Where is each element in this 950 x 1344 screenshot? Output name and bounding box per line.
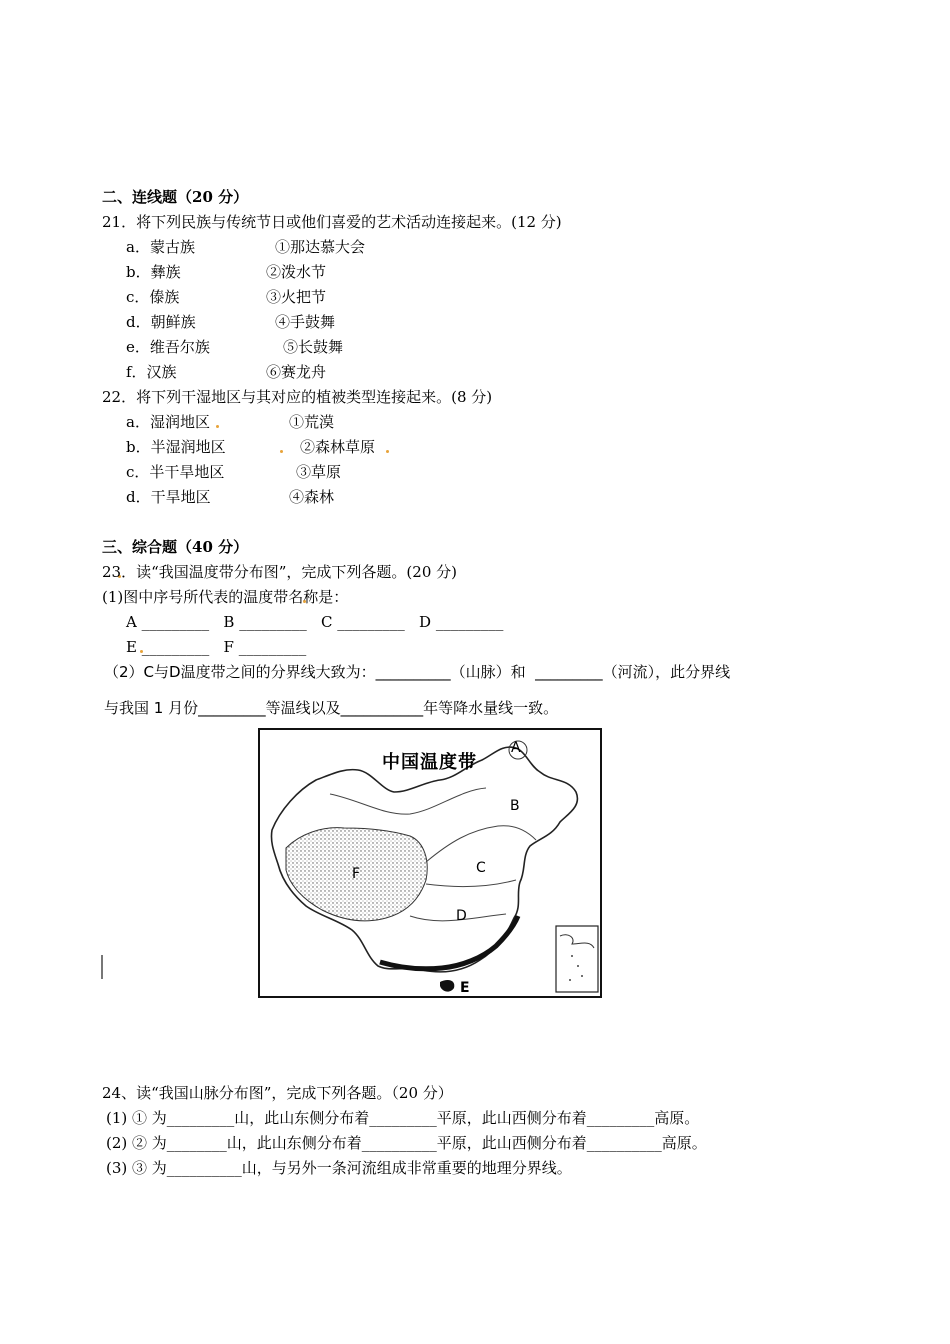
inset-island	[569, 979, 571, 981]
section-2-heading: 二、连线题（20 分）	[102, 188, 249, 206]
q21-left-item: c．傣族	[126, 288, 180, 306]
hainan-island	[440, 980, 454, 992]
q21-left-item: f．汉族	[126, 363, 177, 381]
zone-label-d: D	[456, 908, 467, 924]
q21-left-item: e．维吾尔族	[126, 338, 210, 356]
south-sea-inset	[556, 926, 598, 992]
zone-label-a: A	[511, 740, 521, 756]
q24-item: (3) ③ 为__________山，与另外一条河流组成非常重要的地理分界线。	[106, 1159, 572, 1177]
q24-item: (1) ① 为_________山，此山东侧分布着_________平原，此山西侧分布着_________高原。	[106, 1109, 700, 1127]
q21-right-item: ⑤长鼓舞	[283, 338, 344, 356]
q23-sub2-line2: 与我国 1 月份_________等温线以及___________年等降水量线一致。	[104, 699, 559, 717]
edit-mark	[280, 450, 283, 453]
margin-bar	[101, 955, 103, 979]
q22-right-item: ③草原	[296, 463, 342, 481]
q23-blanks-row2: E _________ F _________	[126, 638, 307, 656]
q22-stem: 22．将下列干湿地区与其对应的植被类型连接起来。(8 分)	[102, 388, 493, 406]
q23-sub1: (1)图中序号所代表的温度带名称是：	[102, 588, 349, 606]
boundary-line	[426, 880, 516, 887]
zone-label-b: B	[510, 798, 520, 814]
q22-left-item: a．湿润地区	[126, 413, 210, 431]
q22-right-item: ②森林草原	[300, 438, 376, 456]
q21-stem: 21．将下列民族与传统节日或他们喜爱的艺术活动连接起来。(12 分)	[102, 213, 562, 231]
inset-island	[571, 955, 573, 957]
zone-label-f: F	[352, 866, 361, 882]
inset-island	[581, 975, 583, 977]
temperature-zone-map	[258, 728, 602, 998]
q21-right-item: ②泼水节	[266, 263, 327, 281]
zone-label-e: E	[460, 980, 470, 996]
south-coast-band	[380, 916, 518, 969]
inset-island	[577, 965, 579, 967]
q21-right-item: ①那达慕大会	[275, 238, 366, 256]
q22-left-item: c．半干旱地区	[126, 463, 225, 481]
q21-right-item: ④手鼓舞	[275, 313, 336, 331]
q22-left-item: d．干旱地区	[126, 488, 211, 506]
q21-right-item: ③火把节	[266, 288, 327, 306]
section-3-heading: 三、综合题（40 分）	[102, 538, 249, 556]
q22-right-item: ①荒漠	[289, 413, 335, 431]
q21-left-item: d．朝鲜族	[126, 313, 196, 331]
q23-stem: 23．读“我国温度带分布图”，完成下列各题。(20 分)	[102, 563, 457, 581]
q23-blanks-row1: A _________ B _________ C _________ D _________	[126, 613, 504, 631]
q21-left-item: b．彝族	[126, 263, 181, 281]
q24-stem: 24、读“我国山脉分布图”，完成下列各题。（20 分）	[102, 1084, 453, 1102]
q22-left-item: b．半湿润地区	[126, 438, 226, 456]
q21-left-item: a．蒙古族	[126, 238, 195, 256]
q24-item: (2) ② 为________山，此山东侧分布着__________平原，此山西侧分布着__________高原。	[106, 1134, 707, 1152]
boundary-line	[330, 788, 486, 814]
q22-right-item: ④森林	[289, 488, 335, 506]
edit-mark	[216, 425, 219, 428]
map-title: 中国温度带	[382, 752, 477, 773]
edit-mark	[386, 450, 389, 453]
q21-right-item: ⑥赛龙舟	[266, 363, 327, 381]
q23-sub2-line1: （2）C与D温度带之间的分界线大致为：__________（山脉）和 _________（河流），此分界线	[104, 663, 731, 681]
zone-label-c: C	[476, 860, 486, 876]
boundary-line	[426, 826, 536, 862]
